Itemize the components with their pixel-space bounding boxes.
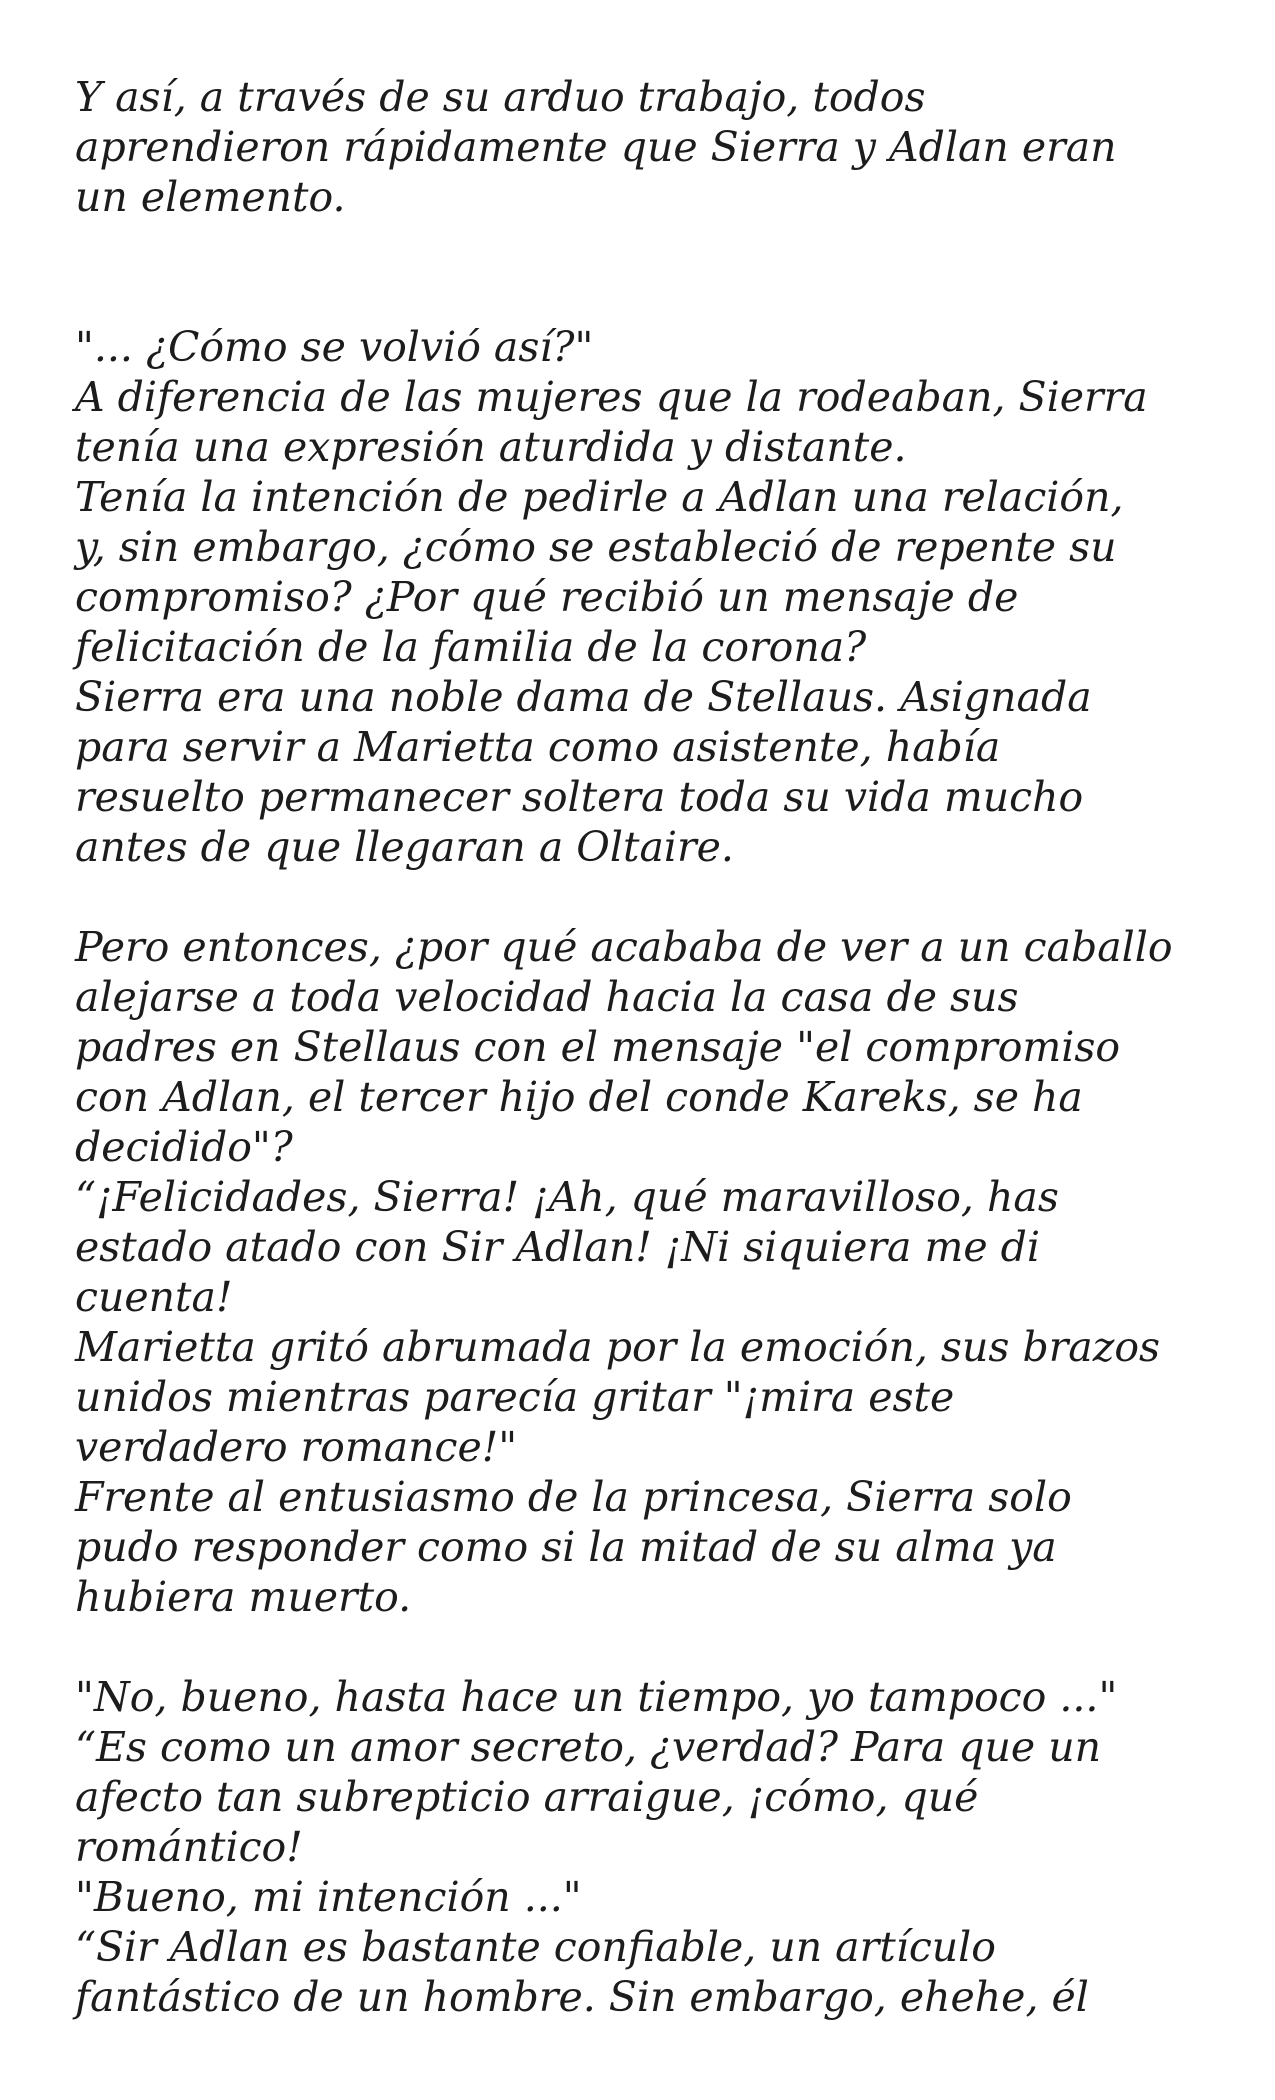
- text-line: pudo responder como si la mitad de su alma ya: [75, 1523, 1057, 1571]
- paragraph-sierra-thoughts: [75, 322, 1225, 872]
- text-line: felicitación de la familia de la corona?: [75, 623, 867, 671]
- text-line: estado atado con Sir Adlan! ¡Ni siquiera me di: [75, 1223, 1041, 1271]
- paragraph-gap: [75, 872, 1225, 922]
- text-line: decidido"?: [75, 1123, 293, 1171]
- paragraph-dialogue: [75, 1672, 1225, 2022]
- text-line: tenía una expresión aturdida y distante.: [75, 423, 907, 471]
- text-line: "... ¿Cómo se volvió así?": [75, 323, 594, 371]
- text-line: para servir a Marietta como asistente, había: [75, 723, 1001, 771]
- text-line: antes de que llegaran a Oltaire.: [75, 823, 734, 871]
- text-line: resuelto permanecer soltera toda su vida mucho: [75, 773, 1084, 821]
- text-line: Marietta gritó abrumada por la emoción, sus brazos: [75, 1323, 1161, 1371]
- paragraph-gap: [75, 1622, 1225, 1672]
- text-line: Frente al entusiasmo de la princesa, Sierra solo: [75, 1473, 1072, 1521]
- text-line: Tenía la intención de pedirle a Adlan una relación,: [75, 473, 1124, 521]
- document-page: [75, 72, 1225, 2022]
- paragraph-gap: [75, 222, 1225, 322]
- text-line: hubiera muerto.: [75, 1573, 412, 1621]
- text-line: "No, bueno, hasta hace un tiempo, yo tampoco ...": [75, 1673, 1118, 1721]
- text-line: alejarse a toda velocidad hacia la casa de sus: [75, 973, 1019, 1021]
- text-line: Pero entonces, ¿por qué acababa de ver a un caballo: [75, 923, 1173, 971]
- text-line: compromiso? ¿Por qué recibió un mensaje de: [75, 573, 1019, 621]
- text-line: fantástico de un hombre. Sin embargo, ehehe, él: [75, 1973, 1089, 2021]
- text-line: “Sir Adlan es bastante confiable, un artículo: [75, 1923, 996, 1971]
- text-line: Sierra era una noble dama de Stellaus. Asignada: [75, 673, 1092, 721]
- text-line: “¡Felicidades, Sierra! ¡Ah, qué maravilloso, has: [75, 1173, 1059, 1221]
- paragraph-marietta: [75, 922, 1225, 1622]
- text-line: cuenta!: [75, 1273, 233, 1321]
- text-line: afecto tan subrepticio arraigue, ¡cómo, qué: [75, 1773, 979, 1821]
- text-line: un elemento.: [75, 173, 346, 221]
- text-line: y, sin embargo, ¿cómo se estableció de repente su: [75, 523, 1117, 571]
- text-line: A diferencia de las mujeres que la rodeaban, Sierra: [75, 373, 1148, 421]
- text-line: "Bueno, mi intención ...": [75, 1873, 582, 1921]
- text-line: romántico!: [75, 1823, 303, 1871]
- text-line: unidos mientras parecía gritar "¡mira este: [75, 1373, 955, 1421]
- text-line: verdadero romance!": [75, 1423, 518, 1471]
- text-line: Y así, a través de su arduo trabajo, todos: [75, 73, 926, 121]
- text-line: con Adlan, el tercer hijo del conde Kareks, se ha: [75, 1073, 1083, 1121]
- text-line: “Es como un amor secreto, ¿verdad? Para que un: [75, 1723, 1102, 1771]
- text-line: aprendieron rápidamente que Sierra y Adlan eran: [75, 123, 1117, 171]
- paragraph-intro: [75, 72, 1225, 222]
- text-line: padres en Stellaus con el mensaje "el compromiso: [75, 1023, 1121, 1071]
